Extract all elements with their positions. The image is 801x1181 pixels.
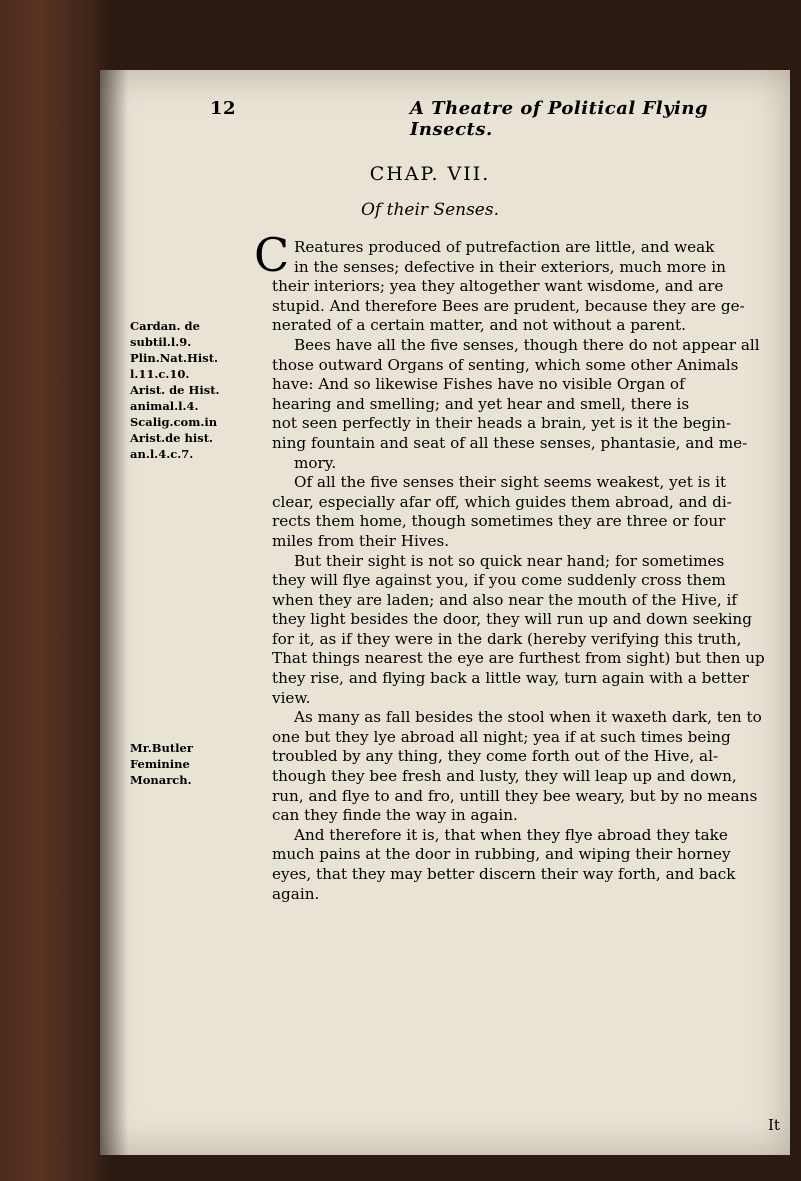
running-title: A Theatre of Political Flying Insects. bbox=[410, 98, 709, 140]
paragraph-5 bbox=[272, 708, 787, 826]
text-line: rects them home, though sometimes they are three or four bbox=[272, 512, 726, 531]
text-line: As many as fall besides the stool when it waxeth dark, ten to bbox=[294, 708, 762, 727]
margin-note: Arist.de hist. bbox=[130, 431, 214, 445]
text-line: again. bbox=[272, 884, 320, 903]
margin-note: an.l.4.c.7. bbox=[130, 447, 194, 461]
paragraph-2 bbox=[272, 336, 787, 473]
text-line: view. bbox=[272, 688, 311, 707]
text-line: can they finde the way in again. bbox=[272, 806, 518, 825]
text-line: eyes, that they may better discern their way forth, and back bbox=[272, 865, 736, 883]
margin-note: Plin.Nat.Hist. bbox=[130, 351, 219, 365]
text-line: hearing and smelling; and yet hear and smell, there is bbox=[272, 394, 690, 413]
text-line: they will flye against you, if you come suddenly cross them bbox=[272, 571, 726, 590]
margin-note: Monarch. bbox=[130, 773, 192, 787]
text-line: they rise, and flying back a little way, turn again with a better bbox=[272, 669, 749, 688]
text-line: mory. bbox=[294, 453, 337, 472]
text-line: troubled by any thing, they come forth out of the Hive, al- bbox=[272, 747, 719, 766]
text-line: much pains at the door in rubbing, and wiping their horney bbox=[272, 845, 731, 864]
chapter-subtitle: Of their Senses. bbox=[360, 200, 499, 220]
margin-notes-citations bbox=[130, 318, 220, 462]
text-line: ning fountain and seat of all these senses, phantasie, and me- bbox=[272, 433, 748, 452]
text-line: run, and flye to and fro, untill they bee weary, but by no means bbox=[272, 786, 758, 805]
margin-note: l.11.c.10. bbox=[130, 367, 190, 381]
margin-note: Scalig.com.in bbox=[130, 415, 218, 429]
margin-note: animal.l.4. bbox=[130, 399, 199, 413]
text-line: nerated of a certain matter, and not without a parent. bbox=[272, 316, 686, 335]
text-line: one but they lye abroad all night; yea if at such times being bbox=[272, 727, 731, 746]
page-content bbox=[100, 70, 790, 1155]
text-line: those outward Organs of senting, which some other Animals bbox=[272, 355, 739, 374]
catchword: It bbox=[768, 1116, 780, 1134]
paragraph-1 bbox=[254, 228, 787, 336]
text-line: they light besides the door, they will run up and down seeking bbox=[272, 610, 752, 629]
paragraph-4 bbox=[272, 552, 787, 709]
margin-note: subtil.l.9. bbox=[130, 335, 192, 349]
margin-note: Feminine bbox=[130, 757, 190, 771]
text-line: miles from their Hives. bbox=[272, 531, 450, 550]
text-line: Reatures produced of putrefaction are little, and weak bbox=[294, 238, 715, 256]
drop-cap: C bbox=[254, 228, 290, 282]
chapter-body bbox=[254, 228, 787, 904]
text-line: And therefore it is, that when they flye abroad they take bbox=[294, 825, 728, 844]
paragraph-3 bbox=[272, 473, 787, 551]
text-line: when they are laden; and also near the mouth of the Hive, if bbox=[272, 590, 737, 609]
text-line: clear, especially afar off, which guides them abroad, and di- bbox=[272, 492, 732, 511]
text-line: Bees have all the five senses, though there do not appear all bbox=[294, 335, 760, 354]
text-line: That things nearest the eye are furthest from sight) but then up bbox=[272, 649, 765, 668]
paragraph-6 bbox=[272, 826, 787, 904]
chapter-heading: CHAP. VII. bbox=[369, 163, 491, 185]
text-line: stupid. And therefore Bees are prudent, because they are ge- bbox=[272, 296, 745, 315]
text-line: have: And so likewise Fishes have no visible Organ of bbox=[272, 375, 685, 394]
text-line: not seen perfectly in their heads a brain, yet is it the begin- bbox=[272, 414, 732, 433]
margin-note: Cardan. de bbox=[130, 319, 200, 333]
text-line: in the senses; defective in their exteriors, much more in bbox=[294, 257, 726, 276]
page-number: 12 bbox=[210, 98, 237, 119]
text-line: But their sight is not so quick near hand; for sometimes bbox=[294, 551, 725, 570]
margin-notes-butler bbox=[130, 740, 193, 788]
text-line: Of all the five senses their sight seems weakest, yet is it bbox=[294, 473, 727, 492]
text-line: their interiors; yea they altogether want wisdome, and are bbox=[272, 277, 724, 296]
text-line: for it, as if they were in the dark (hereby verifying this truth, bbox=[272, 629, 742, 648]
margin-note: Arist. de Hist. bbox=[130, 383, 220, 397]
text-line: though they bee fresh and lusty, they will leap up and down, bbox=[272, 767, 737, 786]
margin-note: Mr.Butler bbox=[130, 741, 193, 755]
